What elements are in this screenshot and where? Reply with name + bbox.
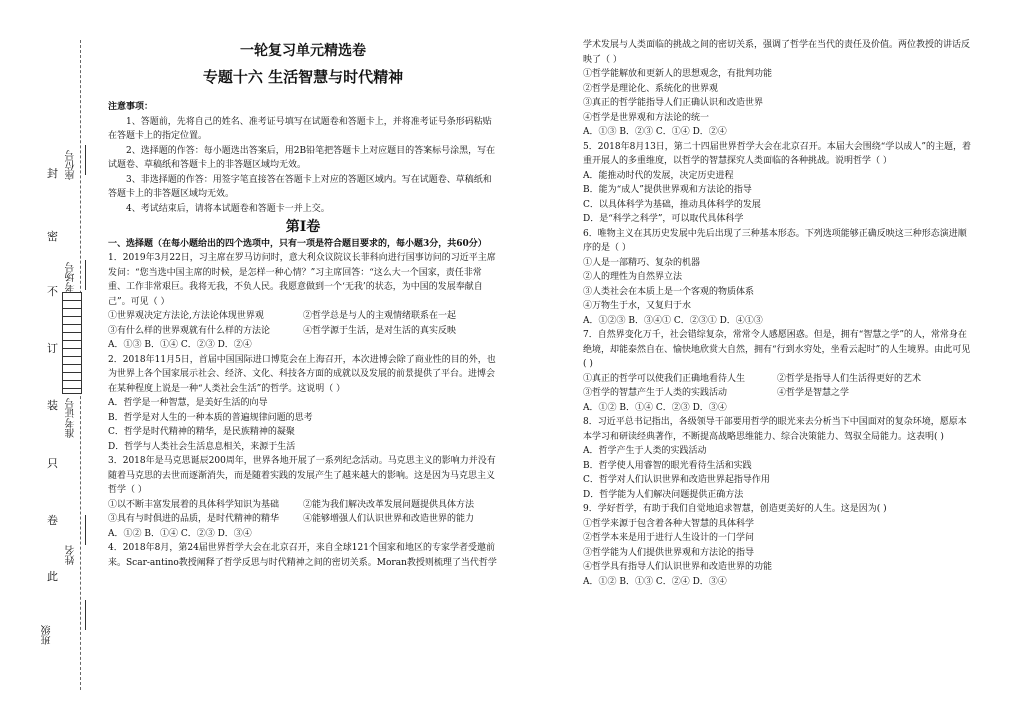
option: A．能推动时代的发展，决定历史进程 [583,170,734,181]
option: ③真正的哲学能指导人们正确认识和改造世界 [583,98,764,108]
notice-item: 2、选择题的作答：每小题选出答案后，用2B铅笔把答题卡上对应题目的答案标号涂黑，写在试题卷、草稿纸和答题卡上的非答题区域均无效。 [108,145,496,170]
option: ①人是一部精巧、复杂的机器 [583,257,701,268]
option: ④能够增强人们认识世界和改造世界的能力 [303,514,475,524]
option: ②哲学本来是用于进行人生设计的一门学问 [583,533,755,543]
underline [85,145,86,175]
answer-choices: A．①③ B．①④ C．②③ D．②④ [108,340,252,350]
option: ①世界观决定方法论,方法论体现世界观 [108,311,264,321]
answer-choices: A．①②③ B．③④① C．②③① D．④①③ [583,315,763,326]
seal-char: 只 [47,457,58,470]
option: C．哲学对人们认识世界和改造世界起指导作用 [583,475,770,485]
option: ④哲学是智慧之学 [777,388,850,398]
question-stem: 7．自然界变化万千，社会错综复杂，常常令人感愿困惑。但是，拥有“智慧之学”的人，常常身在绝境，却能泰然自在、愉快地欣赏大自然，拥有“行到水穷处，坐看云起时”的人生境界。由此可见( ) [583,330,971,369]
notice-item: 4、考试结束后，请将本试题卷和答题卡一并上交。 [126,203,330,214]
admission-ticket-label: 准考证号 [66,398,77,438]
option: D．是“科学之科学”，可以取代具体科学 [583,214,744,224]
section-title: 第Ⅰ卷 [285,219,321,235]
seal-char: 装 [47,399,58,412]
question-stem: 1．2019年3月22日，习主席在罗马访问时，意大利众议院议长菲科向进行国事访问的习近平主席发问：“您当选中国主席的时候，是怎样一种心情？”习主席回答：“这么大一个国家，责任非常重、工作非常艰巨。我将无我，不负人民。我愿意做到一个‘无我’的状态，为中国的发展奉献自己”。可见（ ） [108,253,496,307]
option: ②人的理性为自然界立法 [583,272,683,282]
notice-heading: 注意事项： [108,102,154,112]
option: ①哲学来源于包含着各种大智慧的具体科学 [583,518,755,529]
question-stem: 8．习近平总书记指出，各级领导干部要用哲学的眼光来去分析当下中国面对的复杂环境，愿原本本学习和研读经典著作，不断提高战略思维能力、综合决策能力、驾驭全局能力。这表明( ) [583,417,967,442]
option: ①真正的哲学可以使我们正确地看待人生 [583,373,746,384]
option: B．哲学使人用睿智的眼光看待生活和实践 [583,460,752,471]
option: ④哲学具有指导人们认识世界和改造世界的功能 [583,562,773,572]
answer-choices: A．①③ B．②③ C．①④ D．②④ [583,127,727,137]
topic-title: 专题十六 生活智慧与时代精神 [202,68,404,86]
question-stem: 9．学好哲学，有助于我们自觉地追求智慧，创造更美好的人生。这是因为( ) [583,504,887,514]
question-stem: 2．2018年11月5日，首届中国国际进口博览会在上海召开，本次进博会除了商业性的目的外，也为世界上各个国家展示社会、经济、文化、科技各方面的成就以及发展的前景提供了平台。进博会在某种程度上说是一种“人类社会生活”的哲学。这说明（ ） [108,354,496,394]
underline [85,515,86,545]
right-column [583,38,971,589]
seal-char: 订 [47,342,58,355]
option: B．能为“成人”提供世界观和方法论的指导 [583,185,752,195]
answer-choices: A．①② B．①④ C．②③ D．③④ [583,402,727,413]
answer-choices: A．①② B．①④ C．②③ D．③④ [108,528,252,539]
option: ③哲学能为人们提供世界观和方法论的指导 [583,547,755,558]
question-stem: 6．唯物主义在其历史发展中先后出现了三种基本形态。下列选项能够正确反映这三种形态演进顺序的是（ ） [583,228,967,253]
underline [85,600,86,630]
option: ③人类社会在本质上是一个客观的物质体系 [583,286,755,297]
question-stem: 5．2018年8月13日，第二十四届世界哲学大会在北京召开。本届大会围绕“学以成人”的主题，着重开展人的多重维度，以哲学的智慧探究人类面临的各种挑战。说明哲学（ ） [583,141,972,166]
seal-char: 不 [47,285,58,298]
answer-choices: A．①② B．①③ C．②④ D．③④ [583,576,727,587]
seal-char: 此 [47,570,58,583]
option: ②哲学是指导人们生活得更好的艺术 [777,373,922,384]
seal-char: 卷 [47,514,58,527]
option: ④哲学源于生活，是对生活的真实反映 [303,325,457,336]
option: ①哲学能解放和更新人的思想观念，有批判功能 [583,69,773,79]
binding-margin [0,0,100,724]
option: ②哲学是理论化、系统化的世界观 [583,83,719,94]
option: A．哲学产生于人类的实践活动 [583,446,707,456]
seal-char: 密 [47,230,58,243]
doc-title: 一轮复习单元精选卷 [240,43,366,59]
option: C．哲学是时代精神的精华，是民族精神的凝聚 [108,427,295,437]
option: ①以不断丰富发展着的具体科学知识为基础 [108,499,280,510]
option: ②哲学总是与人的主观情绪联系在一起 [303,311,457,321]
notice-item: 1、答题前，先将自己的姓名、准考证号填写在试题卷和答题卡上，并将准考证号条形码粘贴在答题卡上的指定位置。 [108,116,492,141]
option: ③有什么样的世界观就有什么样的方法论 [108,325,271,336]
question-stem: 4．2018年8月，第24届世界哲学大会在北京召开，来自全球121个国家和地区的专家学者受邀前来。Scar-antino教授阐释了哲学反思与时代精神之间的密切关系。Moran教授则梳理了当代哲学 [108,543,497,568]
seat-number-label: 座位号 [66,150,77,180]
option: C．以具体科学为基础，推动具体科学的发展 [583,199,761,210]
question-stem: 3．2018年是马克思诞辰200周年，世界各地开展了一系列纪念活动。马克思主义的影响力并没有随着马克思的去世而逐渐消失，而是随着实践的发展产生了越来越大的影响。这是因为马克思主义哲学（ ） [108,456,496,495]
class-label: 班级 [42,625,53,645]
option: ③具有与时俱进的品质，是时代精神的精华 [108,514,280,524]
exam-room-label: 考场号 [66,262,77,292]
option: D．哲学能为人们解决问题提供正确方法 [583,489,744,500]
option: ④哲学是世界观和方法论的统一 [583,112,710,123]
question-stem-continued: 学术发展与人类面临的挑战之间的密切关系，强调了哲学在当代的责任及价值。两位教授的讲话反映了（ ） [583,40,971,65]
option: ④万物生于水，又复归于水 [583,301,692,311]
id-number-grid [62,292,82,394]
seal-char: 封 [47,167,58,180]
option: A．哲学是一种智慧，是美好生活的向导 [108,398,268,408]
underline [85,260,86,290]
notice-item: 3、非选择题的作答：用签字笔直接答在答题卡上对应的答题区域内。写在试题卷、草稿纸和答题卡上的非答题区域均无效。 [108,174,492,199]
option: D．哲学与人类社会生活息息相关，来源于生活 [108,441,296,452]
part-heading: 一、选择题（在每小题给出的四个选项中，只有一项是符合题目要求的，每小题3分，共60分） [108,238,487,249]
name-label: 姓名 [66,545,77,565]
left-column [108,0,498,570]
option: ②能为我们解决改革发展问题提供具体方法 [303,499,475,510]
option: ③哲学的智慧产生于人类的实践活动 [583,388,728,398]
option: B．哲学是对人生的一种本质的普遍规律问题的思考 [108,412,313,423]
